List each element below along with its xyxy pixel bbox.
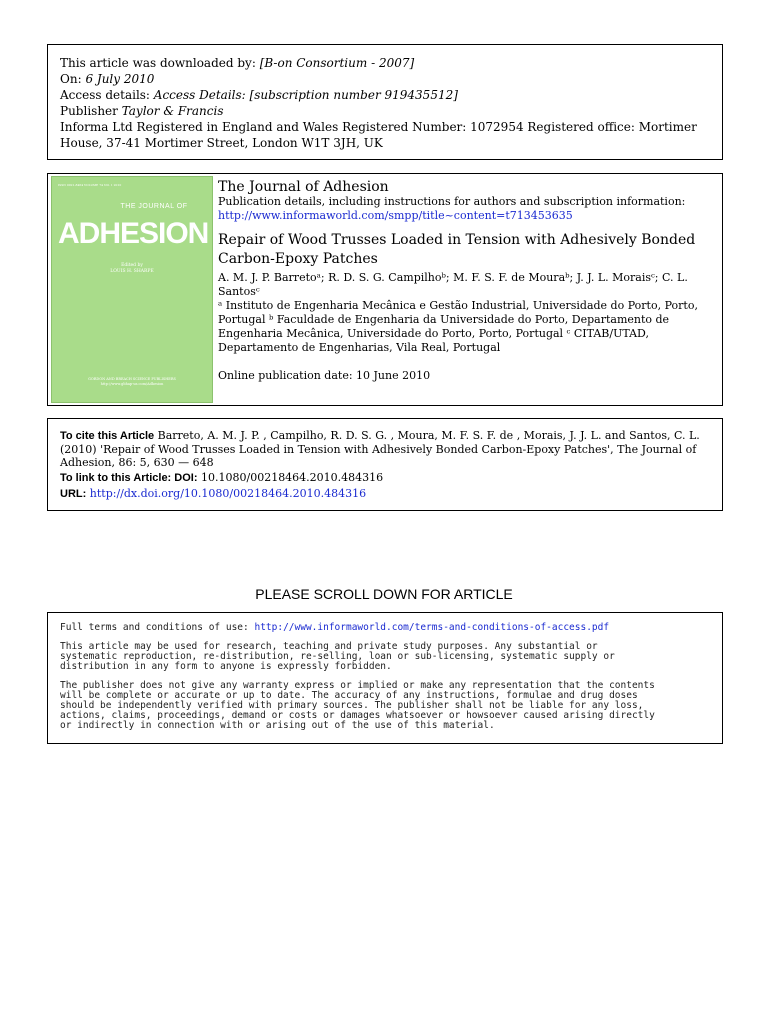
doi-url-link[interactable]: http://dx.doi.org/10.1080/00218464.2010.484316 xyxy=(89,487,367,500)
scroll-down-heading: PLEASE SCROLL DOWN FOR ARTICLE xyxy=(255,586,513,602)
publisher-value: Taylor & Francis xyxy=(121,104,224,118)
cover-edited-by: Edited by xyxy=(121,263,143,268)
cover-publisher-url: http://www.gbhap-us.com/Adhesion xyxy=(100,382,164,386)
cover-issn-text: ISSN 0021-8464 VOLUME 74 NO. 1 2010 xyxy=(58,183,122,187)
publisher-label: Publisher xyxy=(60,104,122,118)
article-authors: A. M. J. P. Barretoᵃ; R. D. S. G. Campilhoᵇ; M. F. S. F. de Mouraᵇ; J. J. L. Moraisᶜ; C. L. Santosᶜ xyxy=(218,271,688,298)
doi-value: 10.1080/00218464.2010.484316 xyxy=(201,471,384,484)
publisher-line xyxy=(60,103,710,119)
terms-paragraph-warranty: The publisher does not give any warranty express or implied or make any representation that the contents will be complete or accurate or up to date. The accuracy of any instructions, formulae and drug doses should be independently verified with primary sources. The publisher shall not be liable for any loss, actions, claims, proceedings, demand or costs or damages whatsoever or howsoever caused arising directly or indirectly in connection with or arising out of the use of this material. xyxy=(60,680,655,731)
cover-publisher xyxy=(52,377,212,387)
access-details-label: Access details: xyxy=(60,88,154,102)
article-affiliations: ᵃ Instituto de Engenharia Mecânica e Gestão Industrial, Universidade do Porto, Porto, Portugal ᵇ Faculdade de Engenharia da Universidade do Porto, Departamento de Engenharia Mecânica, Universidade do Porto, Porto, Portugal ᶜ CITAB/UTAD, Departamento de Engenharias, Vila Real, Portugal xyxy=(218,299,698,354)
publication-details-text: Publication details, including instructions for authors and subscription information: xyxy=(218,195,686,208)
cite-label: To cite this Article xyxy=(60,430,155,442)
cover-the-journal-of: THE JOURNAL OF xyxy=(120,203,188,210)
access-details-value: Access Details: [subscription number 919435512] xyxy=(153,88,458,102)
terms-url-link[interactable]: http://www.informaworld.com/terms-and-conditions-of-access.pdf xyxy=(254,622,610,633)
journal-title: The Journal of Adhesion xyxy=(218,179,389,195)
cite-article xyxy=(60,429,710,469)
doi-label: To link to this Article: DOI: xyxy=(60,472,198,484)
download-info-box xyxy=(47,44,723,160)
journal-cover-image xyxy=(51,176,213,403)
downloaded-by-label: This article was downloaded by: xyxy=(60,56,260,70)
cover-adhesion-logo: ADHESION xyxy=(58,217,209,250)
cover-editor-name: LOUIS H. SHARPE xyxy=(110,269,154,274)
download-date-line xyxy=(60,71,710,87)
online-publication-date: Online publication date: 10 June 2010 xyxy=(218,369,431,382)
download-date-value: 6 July 2010 xyxy=(85,72,155,86)
downloaded-by-line xyxy=(60,55,710,71)
journal-url-link[interactable]: http://www.informaworld.com/smpp/title~content=t713453635 xyxy=(218,209,573,222)
terms-line xyxy=(60,623,710,633)
terms-paragraph-usage: This article may be used for research, teaching and private study purposes. Any substantial or systematic reproduction, re-distribution, re-selling, loan or sub-licensing, systematic supply or distribution in any form to anyone is expressly forbidden. xyxy=(60,641,615,672)
journal-details xyxy=(218,180,718,383)
cite-text: Barreto, A. M. J. P. , Campilho, R. D. S. G. , Moura, M. F. S. F. de , Morais, J. J. L. and Santos, C. L.(2010) 'Repair of Wood Trusses Loaded in Tension with Adhesively Bonded Carbon-Epoxy Patches', The Journal of Adhesion, 86: 5, 630 — 648 xyxy=(60,429,700,469)
cover-editor xyxy=(52,263,212,275)
downloaded-by-value: [B-on Consortium - 2007] xyxy=(259,56,415,70)
registered-office-line: Informa Ltd Registered in England and Wales Registered Number: 1072954 Registered office: Mortimer House, 37-41 Mortimer Street, London W1T 3JH, UK xyxy=(60,120,697,150)
terms-label: Full terms and conditions of use: xyxy=(60,622,255,633)
doi-line xyxy=(60,471,710,485)
url-label: URL: xyxy=(60,488,87,500)
access-details-line xyxy=(60,87,710,103)
download-date-label: On: xyxy=(60,72,86,86)
terms-box xyxy=(47,612,723,744)
url-line xyxy=(60,487,710,501)
journal-info-box xyxy=(47,173,723,406)
cover-publisher-name: GORDON AND BREACH SCIENCE PUBLISHERS xyxy=(88,377,176,381)
citation-box xyxy=(47,418,723,511)
article-title: Repair of Wood Trusses Loaded in Tension with Adhesively Bonded Carbon-Epoxy Patches xyxy=(218,232,696,267)
